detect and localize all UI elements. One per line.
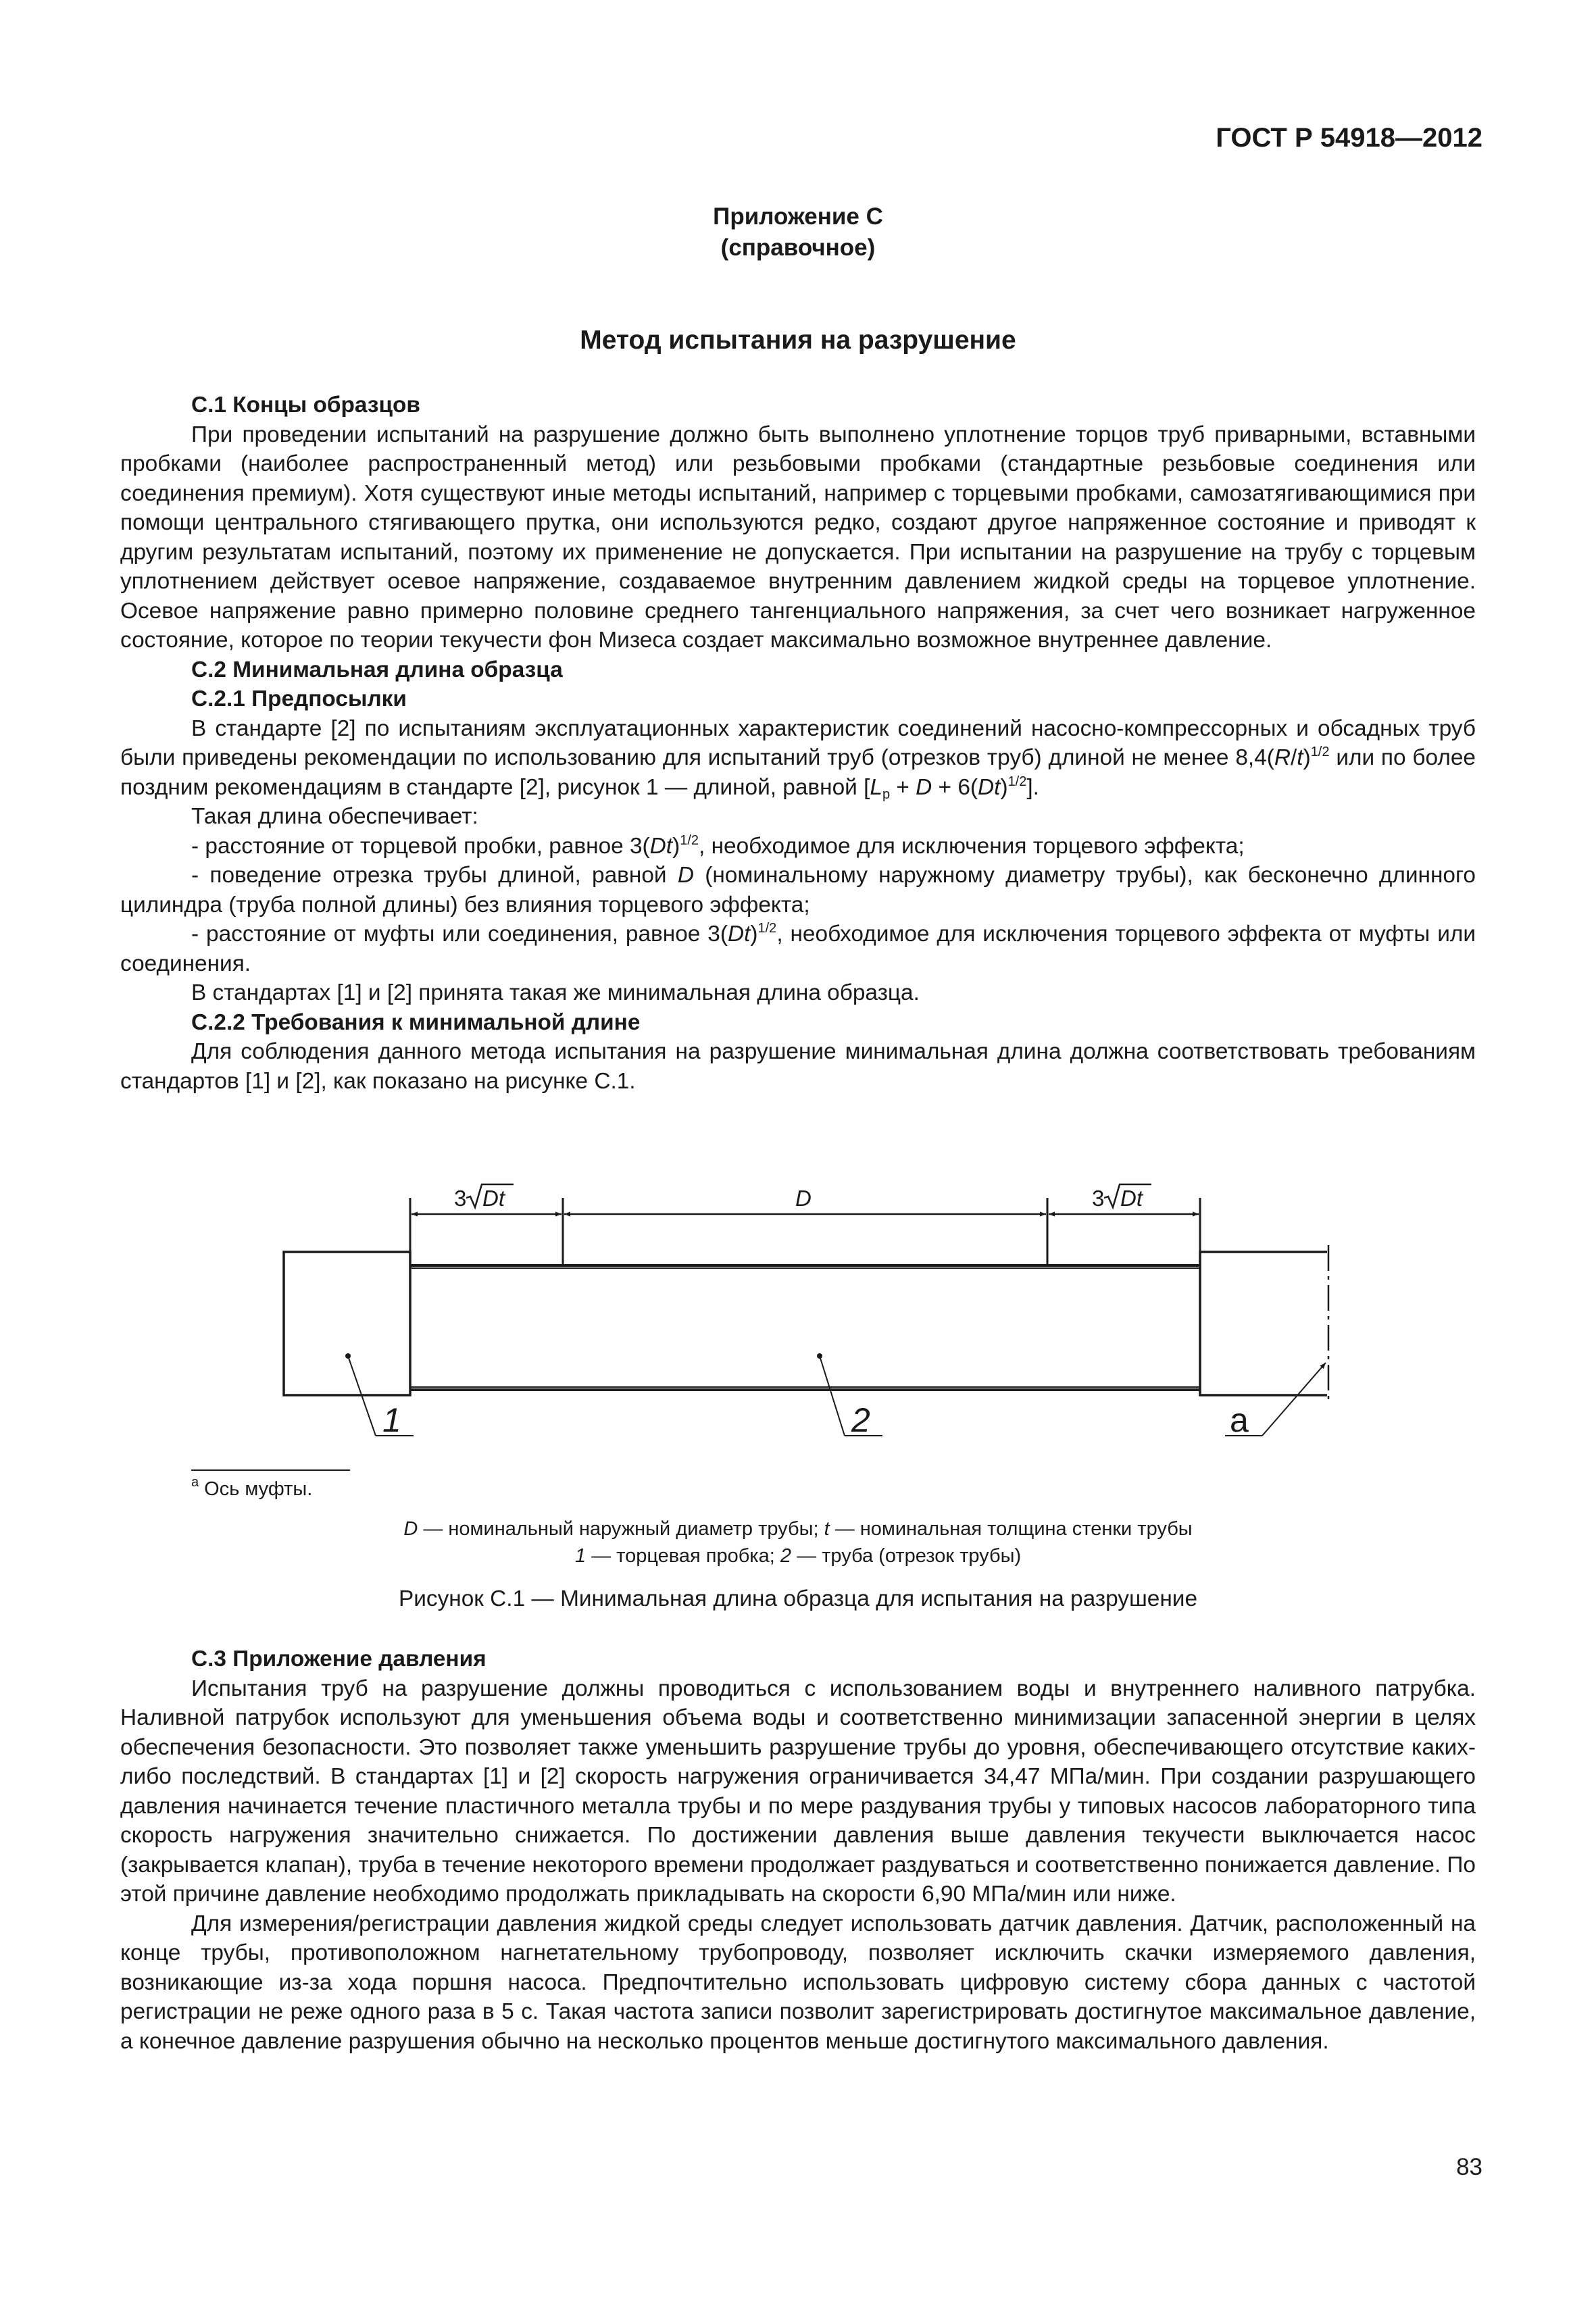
section-heading-c3: С.3 Приложение давления xyxy=(191,1646,487,1671)
bullet-item xyxy=(120,861,1476,920)
annex-heading xyxy=(0,201,1596,263)
text-run: — номинальная толщина стенки трубы xyxy=(829,1518,1193,1540)
dim-label-right-prefix: 3 xyxy=(1092,1186,1105,1211)
text-run: t xyxy=(824,1518,830,1540)
dim-label-left-arg: Dt xyxy=(482,1186,505,1211)
paragraph-provides: Такая длина обеспечивает: xyxy=(191,804,478,829)
text-run: Dt xyxy=(727,922,751,947)
section-heading-c21: С.2.1 Предпосылки xyxy=(191,686,407,711)
text-run: D xyxy=(403,1518,418,1540)
text-run: , необходимое для исключения торцевого эффекта; xyxy=(699,833,1245,859)
document-code: ГОСТ Р 54918—2012 xyxy=(1216,123,1482,153)
text-run: - расстояние от торцевой пробки, равное 3( xyxy=(191,833,650,859)
text-run: Dt xyxy=(649,833,673,859)
figure-c1-diagram xyxy=(0,1172,1596,1510)
text-run: — труба (отрезок трубы) xyxy=(791,1545,1022,1567)
footnote-divider xyxy=(191,1469,350,1471)
paragraph-c22: Для соблюдения данного метода испытания на разрушение минимальная длина должна соответствовать требованиям стандартов [1] и [2], как показано на рисунке С.1. xyxy=(120,1039,1476,1094)
leader-arrow-a xyxy=(1262,1363,1326,1436)
leader-dot-1 xyxy=(345,1353,351,1359)
section-heading-c1: С.1 Концы образцов xyxy=(191,393,420,418)
section-heading-c2: С.2 Минимальная длина образца xyxy=(191,657,563,682)
text-run: 2 xyxy=(780,1545,792,1567)
text-run: D xyxy=(916,774,932,800)
figure-legend-line-1 xyxy=(0,1515,1596,1542)
text-run: — номинальный наружный диаметр трубы; xyxy=(418,1518,824,1540)
text-run: / xyxy=(1291,745,1297,770)
item-label-a: а xyxy=(1230,1401,1249,1439)
bullet-item xyxy=(120,832,1476,861)
text-run: — торцевая пробка; xyxy=(586,1545,780,1567)
text-run: Dt xyxy=(978,774,1001,800)
figure-legend-line-2 xyxy=(0,1542,1596,1569)
paragraph-c3-1: Испытания труб на разрушение должны проводиться с использованием воды и внутреннего наливного патрубка. Наливной патрубок используют для уменьшения объема воды и соответственно минимизации запасенной энергии в целях обеспечения безопасности. Это позволяет также уменьшить разрушение трубы до уровня, обеспечивающего отсутствие каких-либо последствий. В стандартах [1] и [2] скорость нагружения ограничивается 34,47 МПа/мин. При создании разрушающего давления начинается течение пластичного металла трубы и по мере раздувания трубы у типовых насосов лабораторного типа скорость нагружения значительно снижается. По достижении давления выше давления текучести выключается насос (закрывается клапан), труба в течение некоторого времени продолжает раздуваться и соответственно понижается давление. По этой причине давление необходимо продолжать прикладывать на скорости 6,90 МПа/мин или ниже. xyxy=(120,1676,1476,1907)
text-run: ) xyxy=(1000,774,1008,800)
text-run: - поведение отрезка трубы длиной, равной xyxy=(191,863,678,888)
text-run: R xyxy=(1274,745,1291,770)
text-run: (номинальному наружному диаметру трубы), как бесконечно длинного цилиндра (труба полной длины) без влияния торцевого эффекта; xyxy=(120,863,1476,917)
exponent: 1/2 xyxy=(680,832,699,848)
text-run: ) xyxy=(750,922,758,947)
section-heading-c22: С.2.2 Требования к минимальной длине xyxy=(191,1009,641,1035)
body-section-upper xyxy=(120,391,1476,1096)
exponent: 1/2 xyxy=(757,921,777,936)
page-title: Метод испытания на разрушение xyxy=(580,326,1016,355)
figure-caption: Рисунок С.1 — Минимальная длина образца для испытания на разрушение xyxy=(398,1586,1198,1611)
text-run: + xyxy=(890,774,916,800)
dim-label-right-arg: Dt xyxy=(1120,1186,1143,1211)
text-run: или по более поздним рекомендациям в стандарте [2], рисунок 1 — длиной, равной [ xyxy=(120,745,1476,800)
text-run: + 6( xyxy=(932,774,978,800)
exponent: 1/2 xyxy=(1007,774,1027,789)
coupling-shape xyxy=(1200,1252,1327,1395)
text-run: ) xyxy=(1303,745,1311,770)
text-run: ) xyxy=(672,833,680,859)
text-run: - расстояние от муфты или соединения, равное 3( xyxy=(191,922,728,947)
paragraph-c21 xyxy=(120,714,1476,803)
subscript: р xyxy=(882,786,891,802)
item-label-2: 2 xyxy=(851,1401,870,1439)
text-run: D xyxy=(677,863,694,888)
paragraph-c1: При проведении испытаний на разрушение должно быть выполнено уплотнение торцов труб приварными, вставными пробками (наиболее распространенный метод) или резьбовыми пробками (стандартные резьбовые соединения или соединения премиум). Хотя существуют иные методы испытаний, например с торцевыми пробками, самозатягивающимися при помощи центрального стягивающего прутка, они используются редко, создают другое напряженное состояние и приводят к другим результатам испытаний, поэтому их применение не допускается. При испытании на разрушение на трубу с торцевым уплотнением действует осевое напряжение, создаваемое внутренним давлением жидкой среды на торцевое уплотнение. Осевое напряжение равно примерно половине среднего тангенциального напряжения, за счет чего возникает нагруженное состояние, которое по теории текучести фон Мизеса создает максимально возможное внутреннее давление. xyxy=(120,422,1476,653)
text-run: L xyxy=(870,774,882,800)
text-run: , необходимое для исключения торцевого эффекта от муфты или соединения. xyxy=(120,922,1476,976)
leader-line-2 xyxy=(820,1356,845,1436)
dim-label-middle: D xyxy=(795,1186,812,1211)
text-run: 1 xyxy=(574,1545,587,1567)
footnote-mark: а xyxy=(191,1475,199,1490)
footnote-text: Ось муфты. xyxy=(199,1478,313,1500)
paragraph-same-length: В стандартах [1] и [2] принята такая же минимальная длина образца. xyxy=(191,980,920,1005)
annex-subtitle: (справочное) xyxy=(720,234,876,261)
exponent: 1/2 xyxy=(1310,745,1330,759)
paragraph-c3-2: Для измерения/регистрации давления жидкой среды следует использовать датчик давления. Датчик, расположенный на конце трубы, противоположном нагнетательному трубопроводу, позволяет исключить скачки измеряемого давления, возникающие из-за хода поршня насоса. Предпочтительно использовать цифровую систему сбора данных с частотой регистрации не реже одного раза в 5 с. Такая частота записи позволит зарегистрировать достигнутое максимальное давление, а конечное давление разрушения обычно на несколько процентов меньше достигнутого максимального давления. xyxy=(120,1911,1476,2054)
end-plug-shape xyxy=(284,1252,410,1395)
page-number: 83 xyxy=(1456,2154,1482,2180)
text-run: В стандарте [2] по испытаниям эксплуатационных характеристик соединений насосно-компрессорных и обсадных труб были приведены рекомендации по использованию для испытаний труб (отрезков труб) длиной не менее 8,4( xyxy=(120,715,1476,770)
leader-dot-2 xyxy=(817,1353,822,1359)
body-section-lower xyxy=(120,1644,1476,2056)
text-run: ]. xyxy=(1026,774,1039,800)
bullet-item xyxy=(120,920,1476,978)
figure-footnote xyxy=(191,1475,313,1501)
item-label-1: 1 xyxy=(382,1401,401,1439)
dim-label-left-prefix: 3 xyxy=(454,1186,467,1211)
annex-title: Приложение С xyxy=(713,203,883,230)
text-run: t xyxy=(1297,745,1303,770)
